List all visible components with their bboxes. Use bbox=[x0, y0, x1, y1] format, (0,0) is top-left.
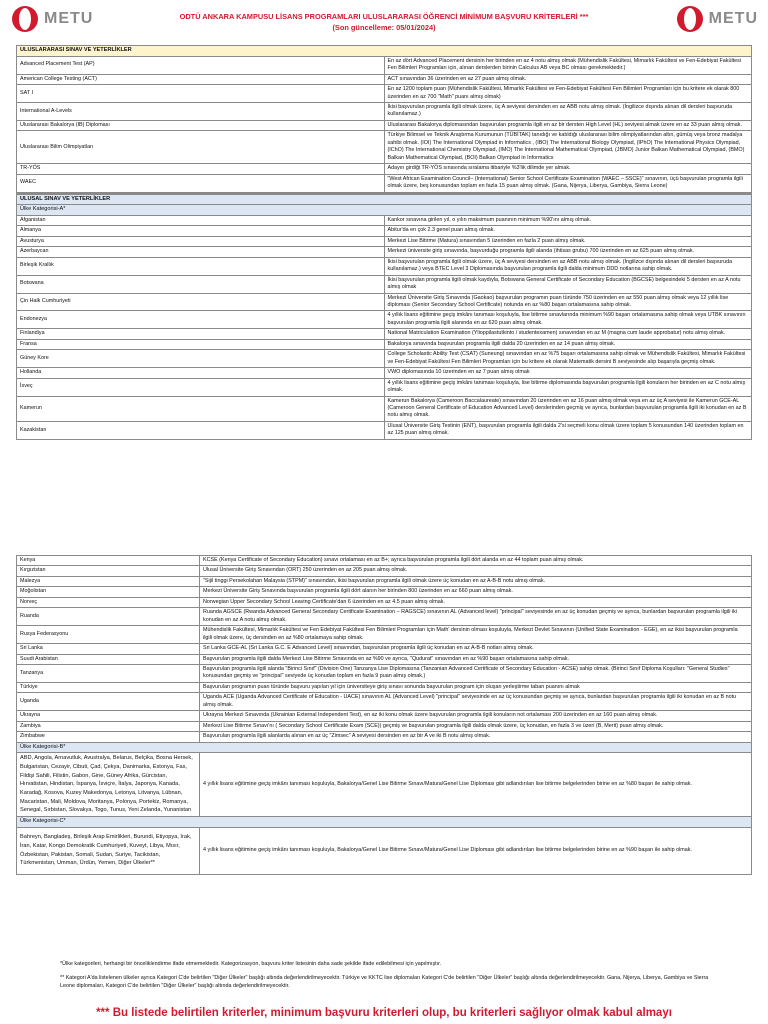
category-b-countries: ABD, Angola, Arnavutluk, Avustralya, Belarus, Belçika, Bosna Hersek, Bulgaristan, Cezayir, Cibuti, Çad, Çekya, Danimarka, Estonya, Fas, Fildişi Sahili, Filistin, Gabon, Gine, Güney Afrika, Gürcistan, Hırvatistan, Hindistan, İspanya, İsviçre, İtalya, Japonya, Kanada, Karadağ, Kosova, Kuzey Makedonya, Letonya, Litvanya, Lübnan, Macaristan, Mali, Moldova, Moritanya, Polonya, Portekiz, Romanya, Senegal, Sırbistan, Slovakya, Togo, Tunus, Yeni Zelanda, Yunanistan bbox=[17, 753, 200, 817]
section-title: ULUSLARARASI SINAV VE YETERLİKLER bbox=[17, 46, 752, 57]
category-b-row bbox=[17, 753, 752, 817]
category-b-header bbox=[17, 742, 752, 753]
criteria-name: Tanzanya bbox=[17, 664, 200, 682]
table-row bbox=[17, 236, 752, 246]
criteria-text: ACT sınavından 36 üzerinden en az 27 puan almış olmak. bbox=[384, 74, 752, 84]
table-row bbox=[17, 329, 752, 339]
table-row bbox=[17, 368, 752, 378]
category-c-header bbox=[17, 816, 752, 827]
criteria-text: Uluslararası Bakalorya diplomasından başvurulan programla ilgili en az bir dersten High Level (HL) seviyesi almak üzere en az 33 puan almış olmak. bbox=[384, 120, 752, 130]
metu-logo-left bbox=[12, 6, 93, 32]
criteria-text: Adayın girdiği TR-YÖS sınavında sıralama itibariyle %3'lik dilimde yer almak. bbox=[384, 164, 752, 174]
criteria-name: Advanced Placement Test (AP) bbox=[17, 56, 385, 74]
criteria-text: Sri Lanka GCE-AL (Sri Lanka G.C. E Advanced Level) sınavından, başvurulan programla ilgili üç konudan en az A-B-B notları almış olmak. bbox=[200, 644, 752, 654]
table-row bbox=[17, 711, 752, 721]
criteria-text: İkisi başvurulan programla ilgili olmak kaydıyla, Botswana General Certificate of Secondary Education (BGCSE) belgesindeki 5 dersten en az A notu almış olmak bbox=[384, 275, 752, 293]
criteria-text: 4 yıllık lisans eğitimine geçiş imkânı tanıması koşuluyla, lise bitirme sınavlarında minimum %90 başarı ortalamasına sahip olmak veya UTBK sınavının başvurulan programla ilgili alanında en az 620 puan almış olmak. bbox=[384, 311, 752, 329]
criteria-name: Uganda bbox=[17, 693, 200, 711]
document-header bbox=[120, 12, 648, 33]
criteria-name: İsveç bbox=[17, 378, 385, 396]
criteria-text: Merkezi Lise Bitirme (Matura) sınavından 5 üzerinden en fazla 2 puan almış olmak. bbox=[384, 236, 752, 246]
criteria-text: Merkezi Üniversite Giriş Sınavında başvurulan programla ilgili dört alanın her birinden 800 üzerinden en az 660 puan almış olmak. bbox=[200, 587, 752, 597]
criteria-name: Kazakistan bbox=[17, 421, 385, 439]
criteria-name: Sri Lanka bbox=[17, 644, 200, 654]
table-row bbox=[17, 587, 752, 597]
criteria-text: VWO diplomasında 10 üzerinden en az 7 puan almış olmak bbox=[384, 368, 752, 378]
criteria-text: Mühendislik Fakültesi, Mimarlık Fakültesi ve Fen Edebiyat Fakültesi Fen Bilimleri Programları için Math' dersinin olması koşuluyla, Merkezi Devlet Sınavının (Unified State Examination - EGE), en az ikisi başvurulan programla ilgili olmak üzere, üç dersinden en az %80 ortalamaya sahip olmak. bbox=[200, 626, 752, 644]
criteria-text: En az 1200 toplam puan (Mühendislik Fakültesi, Mimarlık Fakültesi ve Fen-Edebiyat Fakültesi Fen Bilimleri Programları için bu kritere ek olarak 800 üzerinden en az 700 "Math" puanı almış olmak) bbox=[384, 85, 752, 103]
page-title: ODTÜ ANKARA KAMPUSU LİSANS PROGRAMLARI ULUSLARARASI ÖĞRENCİ MİNİMUM BAŞVURU KRİTERLERİ *** bbox=[179, 12, 589, 21]
criteria-text: İkisi başvurulan programla ilgili olmak üzere, üç A seviyesi dersinden en az ABB notu almış olmak. (İngilizce dışında alınan dil dersleri başvuruda kullanılamaz.) veya BTEC Level 3 Diplomasında başvurulan programla ilgili dalda minimum DDD notlarına sahip olmak. bbox=[384, 257, 752, 275]
table-row bbox=[17, 566, 752, 576]
table-row bbox=[17, 257, 752, 275]
table-row bbox=[17, 226, 752, 236]
table-row bbox=[17, 654, 752, 664]
table-row bbox=[17, 275, 752, 293]
criteria-text: 4 yıllık lisans eğitimine geçiş imkânı tanıması koşuluyla, lise bitirme diplomasında başvurulan programla ilgili konuların her birinden en az C notu almış olmak. bbox=[384, 378, 752, 396]
category-c-criteria: 4 yıllık lisans eğitimine geçiş imkânı tanıması koşuluyla, Bakalorya/Genel Lise Bitirme Sınavı/Matura/Genel Lise Diploması gibi adlandırılan lise bitirme belgelerinden birine en az %90 başarı ile sahip olmak. bbox=[200, 827, 752, 874]
last-updated: (Son güncelleme: 05/01/2024) bbox=[332, 22, 436, 32]
table-row bbox=[17, 693, 752, 711]
footnotes bbox=[60, 961, 720, 996]
logo-text: METU bbox=[44, 10, 94, 27]
criteria-name: Fransa bbox=[17, 339, 385, 349]
metu-emblem-icon bbox=[12, 6, 38, 32]
table-row bbox=[17, 378, 752, 396]
criteria-name: Çin Halk Cumhuriyeti bbox=[17, 293, 385, 311]
criteria-text: College Scholastic Ability Test (CSAT) (Suneung) sınavından en az %75 başarı ortalamasına sahip olmak ve Mühendislik Fakültesi, Mimarlık Fakültesi ve Fen-Edebiyat Fakültesi Fen Bilimleri Programları için bu kritere ek olarak Matematik dersini B seviyesinde alıp başarıyla geçmiş olmak. bbox=[384, 350, 752, 368]
criteria-name: SAT I bbox=[17, 85, 385, 103]
table-row bbox=[17, 247, 752, 257]
criteria-text: Başvurulan programla ilgili alanlarda alınan en az üç "Zimsec" A seviyesi dersinden en az bir A ve iki B notu almış olmak. bbox=[200, 732, 752, 742]
criteria-text: Ulusal Üniversite Giriş Testinin (ENT), başvurulan programla ilgili dalda 2'si seçmeli konu olmak üzere toplam 5 konusundan 140 üzerinden toplam en az 125 puan almış olmak. bbox=[384, 421, 752, 439]
criteria-text: Kamerun Bakalorya (Cameroon Baccalaureate) sınavından 20 üzerinden en az 16 puan almış olmak veya en az üç A seviyesi ile Kamerun GCE-AL (Cameroon General Certificate of Education Advanced Level) derslerinden geçmiş ve ayrıca, bunlardan başvurulan programla ilgili iki konudan en az B notu almış olmak. bbox=[384, 396, 752, 421]
criteria-text: "Sijil tinggi Persekolahan Malaysia (STPM)" sınavından, ikisi başvurulan programla ilgili olmak üzere üç konudan en az A-B-B notu almış olmak. bbox=[200, 576, 752, 586]
criteria-name: Moğolistan bbox=[17, 587, 200, 597]
table-row bbox=[17, 721, 752, 731]
criteria-text: Norwegian Upper Secondary School Leaving Certificate'dan 6 üzerinden en az 4.5 puan almış olmak. bbox=[200, 597, 752, 607]
criteria-name: Norveç bbox=[17, 597, 200, 607]
table-row bbox=[17, 421, 752, 439]
criteria-name: Almanya bbox=[17, 226, 385, 236]
section-title: Ülke Kategorisi-A* bbox=[17, 205, 752, 216]
criteria-text: Türkiye Bilimsel ve Teknik Araştırma Kurumunun (TÜBİTAK) tanıdığı ve katıldığı uluslararası bilim olimpiyatlarından altın, gümüş veya bronz madalya sahibi olmak. (IOI) The International Olympiad in Informatics , (IBO) The International Biology Olympiad, (IPhO) The International Physics Olympiad, (IChO) The International Chemistry Olympiad, (IMO) The International Mathematical Olympiad, (JBMO) Junior Balkan Mathematical Olympiad, (BMO) Balkan Mathematical Olympiad, (BOI) Balkan Olympiad in Informatics bbox=[384, 131, 752, 164]
section-header-national bbox=[17, 193, 752, 205]
table-row bbox=[17, 164, 752, 174]
section-title: ULUSAL SINAV VE YETERLİKLER bbox=[17, 193, 752, 205]
criteria-name: Hollanda bbox=[17, 368, 385, 378]
criteria-name: International A-Levels bbox=[17, 102, 385, 120]
criteria-name: TR-YÖS bbox=[17, 164, 385, 174]
section-header-international bbox=[17, 46, 752, 57]
criteria-name: Zambiya bbox=[17, 721, 200, 731]
table-row bbox=[17, 120, 752, 130]
criteria-text: KCSE (Kenya Certificate of Secondary Education) sınavı ortalaması en az B+; ayrıca başvurulan programla ilgili dört alanda en az 44 toplam puan almış olmak. bbox=[200, 556, 752, 566]
criteria-name: Malezya bbox=[17, 576, 200, 586]
criteria-name: Uluslararası Bilim Olimpiyatları bbox=[17, 131, 385, 164]
criteria-text: Ukrayna Merkezi Sınavında (Ukrainian External Independent Test), en az iki konu olmak üzere başvurulan programla ilgili konuların not ortalaması 200 üzerinden en az 160 puan almış olmak. bbox=[200, 711, 752, 721]
metu-logo-right bbox=[677, 6, 758, 32]
criteria-name: American College Testing (ACT) bbox=[17, 74, 385, 84]
section-title: Ülke Kategorisi-B* bbox=[17, 742, 752, 753]
table-row bbox=[17, 131, 752, 164]
table-row bbox=[17, 576, 752, 586]
criteria-text: Kankor sınavına girilen yıl, o yılın maksimum puanının minimum %90'ını almış olmak. bbox=[384, 215, 752, 225]
table-row bbox=[17, 215, 752, 225]
criteria-text: En az dört Advanced Placement dersinin her birinden en az 4 notu almış olmak (Mühendislik Fakültesi, Mimarlık Fakültesi ve Fen-Edebiyat Fakültesi Fen Bilimleri Programları için, alınan derslerden birinin Calculus AB veya BC olması gerekmektedir.) bbox=[384, 56, 752, 74]
table-row bbox=[17, 102, 752, 120]
criteria-text: Ruanda AGSCE (Rwanda Advanced General Secondary Certificate Examination – RAGSCE) sınavının AL (Advanced level) "principal" seviyesinde en az üç konudan geçmiş ve ayrıca, bunlardan başvurulan programla ilgili iki konudan en az A notu almış olmak. bbox=[200, 608, 752, 626]
criteria-name: Türkiye bbox=[17, 682, 200, 692]
criteria-text: Merkezi Üniversite Giriş Sınavında (Gaokao) başvurulan programın puan türünde 750 üzerinden en az 550 puan almış olmak veya 12 yıllık lise diploması (Senior Secondary School Certificate) notunda en az %80 başarı ortalamasına sahip olmak. bbox=[384, 293, 752, 311]
criteria-name: Botswana bbox=[17, 275, 385, 293]
criteria-text: Merkezi üniversite giriş sınavında, başvurduğu programla ilgili alanda (ihtisas grubu) 700 üzerinden en az 625 puan almış olmak. bbox=[384, 247, 752, 257]
criteria-name: Kırgızistan bbox=[17, 566, 200, 576]
section-title: Ülke Kategorisi-C* bbox=[17, 816, 752, 827]
criteria-name: WAEC bbox=[17, 174, 385, 193]
table-row bbox=[17, 174, 752, 193]
criteria-text: Abitur'da en çok 2.3 genel puan almış olmak. bbox=[384, 226, 752, 236]
table-row bbox=[17, 350, 752, 368]
criteria-name: Birleşik Krallık bbox=[17, 257, 385, 275]
table-row bbox=[17, 664, 752, 682]
criteria-text: "West African Examination Council– (International) Senior School Certificate Examination (WAEC – SSCE)" sınavının, üçü başvurulan programla ilgili olmak üzere, beş konusundan toplam en fazla 15 puan almış olmak. (Gana, Nijerya, Liberya, Gambiya, Sierra Leone) bbox=[384, 174, 752, 193]
table-row bbox=[17, 74, 752, 84]
criteria-name: Ruanda bbox=[17, 608, 200, 626]
table-row bbox=[17, 626, 752, 644]
criteria-name: Kamerun bbox=[17, 396, 385, 421]
logo-text: METU bbox=[708, 10, 758, 27]
criteria-text: Merkezi Lise Bitirme Sınavı'nı ( Secondary School Certificate Exam (SCE)) geçmiş ve başvurulan programla ilgili dalda olmak üzere, üç konudan, en fazla 3 ve üzeri (B, Merit) puan almış olmak. bbox=[200, 721, 752, 731]
table-row bbox=[17, 556, 752, 566]
footnote-1: *Ülke kategorileri, herhangi bir önceliklendirme ifade etmemektedir. Kategorizasyon, başvuru kriter listesinin daha sade şekilde ifade edilebilmesi için yapılmıştır. bbox=[60, 961, 442, 967]
table-row bbox=[17, 339, 752, 349]
criteria-name: Ukrayna bbox=[17, 711, 200, 721]
criteria-name: Endonezya bbox=[17, 311, 385, 329]
table-row bbox=[17, 732, 752, 742]
table-row bbox=[17, 311, 752, 329]
category-c-row bbox=[17, 827, 752, 874]
criteria-name: Güney Kore bbox=[17, 350, 385, 368]
criteria-table-page2 bbox=[16, 555, 752, 875]
table-row bbox=[17, 644, 752, 654]
criteria-text: Başvurulan programla ilgili dalda Merkezi Lise Bitirme Sınavında en az %90 ve ayrıca, "Qudurat" sınavından en az %90 başarı ortalamasına sahip olmak. bbox=[200, 654, 752, 664]
criteria-name: Avusturya bbox=[17, 236, 385, 246]
criteria-name: Afganistan bbox=[17, 215, 385, 225]
criteria-name: Uluslararası Bakalorya (IB) Diploması bbox=[17, 120, 385, 130]
table-row bbox=[17, 682, 752, 692]
criteria-name: Suudi Arabistan bbox=[17, 654, 200, 664]
footnote-2: ** Kategori A'da listelenen ülkeler ayrıca Kategori C'de belirtilen "Diğer Ülkeler" başlığı altında değerlendirilmeyecektir. Türkiye ve KKTC lise diplomaları Kategori C'de belirtilen "Diğer Ülkeler" başlığı altında değerlendirilmeyecektir. Gana, Nijerya, Liberya, Gambiya ve Sierra Leone diplomaları, Kategori C'de belirtilen "Diğer Ülkeler" başlığı altında değerlendirilmeyecektir. bbox=[60, 974, 709, 989]
table-row bbox=[17, 293, 752, 311]
criteria-table-page1 bbox=[16, 45, 752, 440]
category-a-header bbox=[17, 205, 752, 216]
table-row bbox=[17, 396, 752, 421]
criteria-text: Bakalorya sınavında başvurulan programla ilgili dalda 20 üzerinden en az 14 puan almış olmak. bbox=[384, 339, 752, 349]
criteria-text: Başvurulan programla ilgili alanda "Birinci Sınıf" (Division One) Tanzanya Lise Diplomasına (Tanzanian Advanced Certificate of Secondary Education - ACSE) sahip olmak. (Birinci Sınıf Diploma Koşulları: "General Studies" konusundan geçmiş ve "principal" seviyede üç konudan toplam en fazla 9 puan almış olmak.) bbox=[200, 664, 752, 682]
table-row bbox=[17, 597, 752, 607]
criteria-text: İkisi başvurulan programla ilgili olmak üzere, üç A seviyesi dersinden en az ABB notu almış olmak. (İngilizce dışında alınan dil dersleri başvuruda kullanılamaz.) bbox=[384, 102, 752, 120]
criteria-text: Başvurulan programın puan türünde başvuru yapılan yıl için üniversiteye giriş sınavı sonunda başvurulan program için oluşan yerleştirme taban puanını almak bbox=[200, 682, 752, 692]
metu-emblem-icon bbox=[677, 6, 703, 32]
criteria-name: Kenya bbox=[17, 556, 200, 566]
criteria-text: Uganda ACE (Uganda Advanced Certificate of Education - UACE) sınavının AL (Advanced Level) "principal" seviyesinde en az üç konusundan geçmiş ve ayrıca, bunlardan başvurulan programla ilgili iki konudan en az B notu almış olmak. bbox=[200, 693, 752, 711]
category-c-countries: Bahreyn, Bangladeş, Birleşik Arap Emirlikleri, Burundi, Etiyopya, Irak, İran, Katar, Kongo Demokratik Cumhuriyeti, Kuveyt, Libya, Mısır, Özbekistan, Pakistan, Somali, Sudan, Suriye, Tacikistan, Türkmenistan, Umman, Ürdün, Yemen, Diğer Ülkeler** bbox=[17, 827, 200, 874]
criteria-text: Ulusal Üniversite Giriş Sınavından (ORT) 250 üzerinden en az 205 puan almış olmak. bbox=[200, 566, 752, 576]
criteria-name: Rusya Federasyonu bbox=[17, 626, 200, 644]
criteria-text: National Matriculation Examination (Ylioppilastutkinto / studentexamen) sınavından en az M (magna cum laude approbatur) notu almış olmak. bbox=[384, 329, 752, 339]
warning-note: *** Bu listede belirtilen kriterler, minimum başvuru kriterleri olup, bu kriterleri sağlıyor olmak kabul almayı bbox=[96, 1007, 672, 1019]
table-row bbox=[17, 608, 752, 626]
criteria-name: Finlandiya bbox=[17, 329, 385, 339]
category-b-criteria: 4 yıllık lisans eğitimine geçiş imkânı tanıması koşuluyla, Bakalorya/Genel Lise Bitirme Sınavı/Matura/Genel Lise Diploması gibi adlandırılan lise bitirme belgelerinden birine en az %80 başarı ile sahip olmak. bbox=[200, 753, 752, 817]
criteria-name: Azerbaycan bbox=[17, 247, 385, 257]
criteria-name: Zimbabwe bbox=[17, 732, 200, 742]
table-row bbox=[17, 56, 752, 74]
table-row bbox=[17, 85, 752, 103]
